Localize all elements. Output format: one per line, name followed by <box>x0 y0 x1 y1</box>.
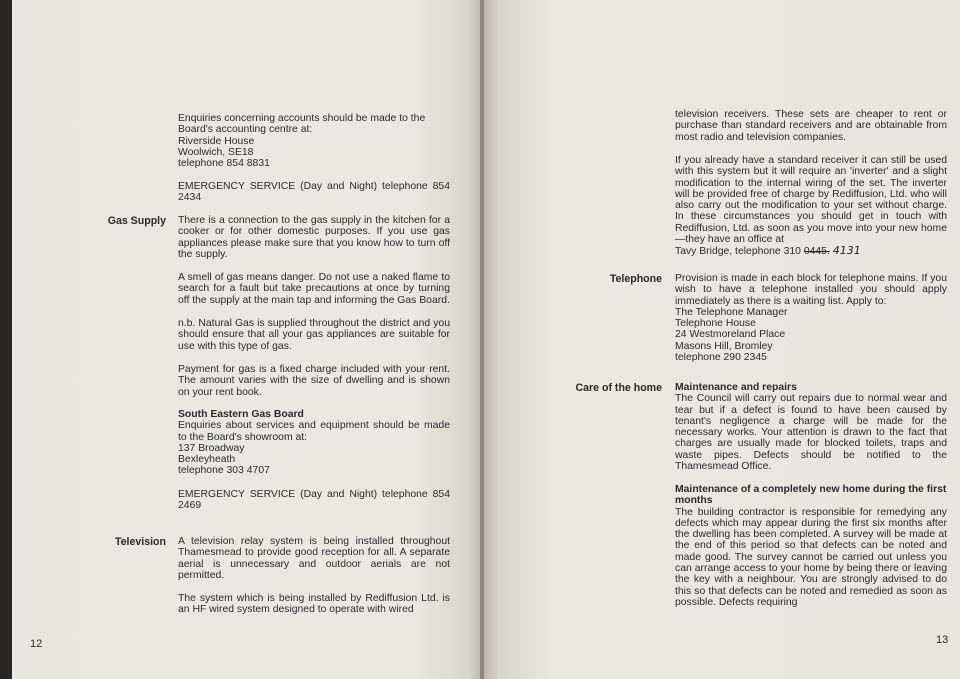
gas-supply-para-1: There is a connection to the gas supply in the kitchen for a cooker or for other domestic purposes. If you use gas appliances please make sure that you know how to turn off the supply. <box>178 215 450 260</box>
television-para-2: The system which is being installed by Rediffusion Ltd. is an HF wired system designed to operate with wired <box>178 593 450 616</box>
gas-board-enquiries: Enquiries about services and equipment should be made to the Board's showroom at: <box>178 420 450 443</box>
television-continued-para-1: television receivers. These sets are cheaper to rent or purchase than standard receivers and are obtainable from most radio and television companies. <box>675 109 947 143</box>
struck-telephone-number: 0445. <box>803 246 830 258</box>
accounts-enquiries-text: Enquiries concerning accounts should be made to the Board's accounting centre at: <box>178 113 426 136</box>
telephone-line: telephone 290 2345 <box>675 352 767 364</box>
gas-supply-para-4: Payment for gas is a fixed charge included with your rent. The amount varies with the size of dwelling and is shown on your rent book. <box>178 364 450 398</box>
address-line: Masons Hill, Bromley <box>675 340 773 352</box>
address-line: Telephone House <box>675 318 756 330</box>
care-of-home-heading: Care of the home <box>575 382 662 394</box>
rediffusion-telephone-line <box>675 245 947 257</box>
television-continued-text: If you already have a standard receiver it can still be used with this system but it will require an 'inverter' and a slight modification to the internal wiring of the set. The inverter will be provided free of charge by Rediffusion, Ltd. who will also carry out the modification to your set without charge. In these circumstances you should get in touch with Rediffusion, Ltd. as soon as you move into your new home—they have an office at <box>675 155 947 246</box>
maintenance-repairs-para: The Council will carry out repairs due to normal wear and tear but if a defect is found to have been caused by tenant's negligence a charge will be made for the necessary works. Your attention is drawn to the fact that charges are usually made for blocked toilets, traps and waste pipes. Defects should be notified to the Thamesmead Office. <box>675 393 947 473</box>
television-continued-para-2 <box>675 155 947 258</box>
gas-board-title: South Eastern Gas Board <box>178 409 304 420</box>
accounts-enquiries <box>178 113 450 169</box>
telephone-block <box>675 273 947 363</box>
gas-supply-para-2: A smell of gas means danger. Do not use a naked flame to search for a fault but take precautions at once by turning off the supply at the main tap and informing the Gas Board. <box>178 272 450 306</box>
left-page <box>12 0 482 679</box>
address-line: Riverside House <box>178 135 255 147</box>
address-line: The Telephone Manager <box>675 306 788 318</box>
gas-supply-heading: Gas Supply <box>107 215 166 227</box>
handwritten-correction: 4131 <box>832 244 861 258</box>
address-line: 24 Westmoreland Place <box>675 329 786 341</box>
telephone-line: telephone 854 8831 <box>178 158 270 170</box>
new-home-maintenance-block <box>675 484 947 608</box>
right-page <box>484 0 960 679</box>
television-heading: Television <box>114 536 166 548</box>
gas-board-block <box>178 409 450 477</box>
gas-supply-para-3: n.b. Natural Gas is supplied throughout the district and you should ensure that all your gas appliances are suitable for use with this type of gas. <box>178 318 450 352</box>
maintenance-repairs-block <box>675 382 947 472</box>
emergency-service-1: EMERGENCY SERVICE (Day and Night) telephone 854 2434 <box>178 181 450 204</box>
telephone-line: telephone 303 4707 <box>178 465 270 477</box>
telephone-para: Provision is made in each block for telephone mains. If you wish to have a telephone installed you should apply immediately as there is a waiting list. Apply to: <box>675 273 947 307</box>
new-home-maintenance-subheading: Maintenance of a completely new home during the first months <box>675 484 947 507</box>
emergency-service-2: EMERGENCY SERVICE (Day and Night) telephone 854 2469 <box>178 489 450 512</box>
new-home-maintenance-para: The building contractor is responsible for remedying any defects which may appear during the first six months after the dwelling has been completed. A survey will be made at the end of this period so that defects can be noted and made good. The survey cannot be carried out unless you can arrange access to your home by being there or leaving the key with a neighbour. You are strongly advised to do this so that defects can be noted and remedied as soon as possible. Defects requiring <box>675 506 947 608</box>
television-para-1: A television relay system is being installed throughout Thamesmead to provide good reception for all. A separate aerial is unnecessary and outdoor aerials are not permitted. <box>178 536 450 581</box>
telephone-prefix: Tavy Bridge, telephone 310 <box>675 246 804 258</box>
address-line: 137 Broadway <box>178 442 245 454</box>
page-number-left: 12 <box>30 638 43 650</box>
address-line: Woolwich, SE18 <box>178 146 254 158</box>
telephone-heading: Telephone <box>609 273 662 285</box>
page-number-right: 13 <box>936 634 949 646</box>
address-line: Bexleyheath <box>178 454 236 466</box>
maintenance-repairs-subheading: Maintenance and repairs <box>675 382 797 393</box>
